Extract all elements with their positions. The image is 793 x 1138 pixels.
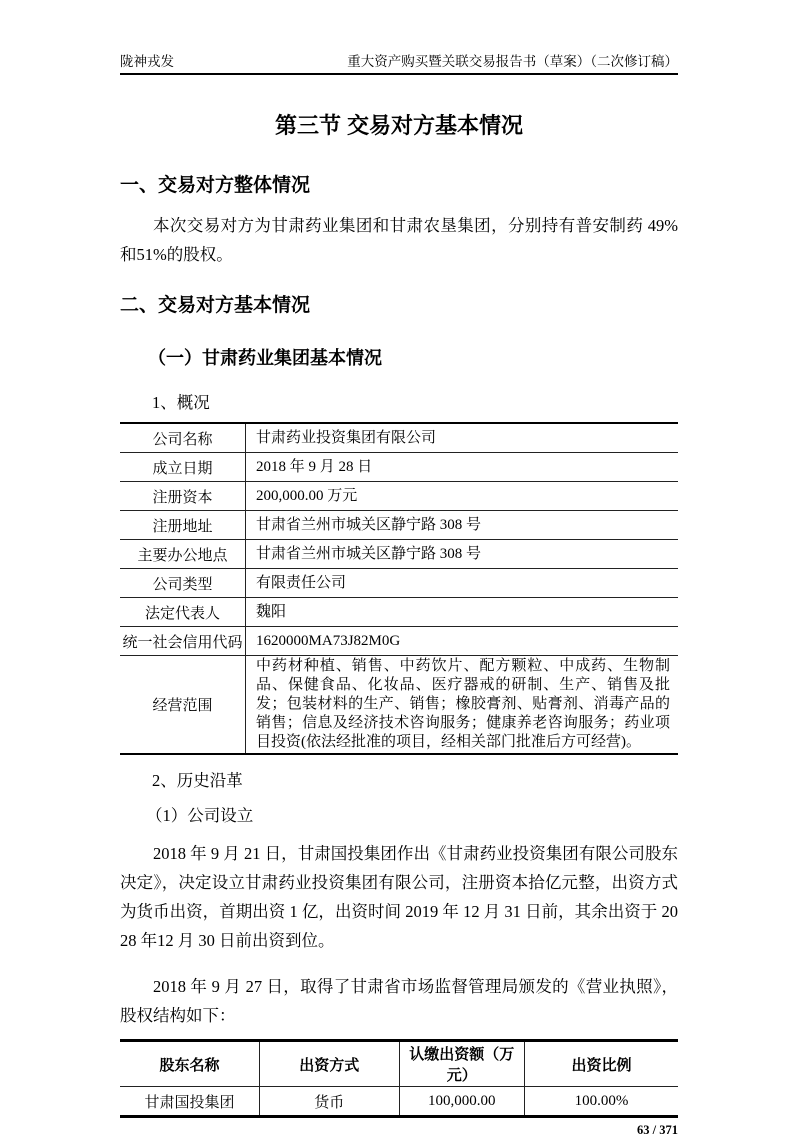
field-value: 200,000.00 万元 [246,482,678,511]
company-info-row [120,482,678,511]
shareholder-col-header: 出资比例 [571,1057,632,1074]
company-info-table-body [120,423,678,754]
contribution-method: 货币 [260,1087,400,1117]
field-label: 成立日期 [120,453,246,482]
field-value: 1620000MA73J82M0G [246,627,678,656]
company-info-table [120,422,678,755]
company-info-row [120,540,678,569]
shareholder-col-header: 认缴出资额（万元） [399,1041,525,1087]
history-heading: 2、历史沿革 [152,771,243,790]
field-value: 2018 年 9 月 28 日 [246,453,678,482]
company-info-row [120,598,678,627]
company-info-row [120,627,678,656]
shareholder-table-head [120,1041,678,1087]
shareholder-header-row [120,1041,678,1087]
shareholder-table-body [120,1087,678,1117]
establish-paragraph: 2018 年 9 月 21 日，甘肃国投集团作出《甘肃药业投资集团有限公司股东决定》，决定设立甘肃药业投资集团有限公司，注册资本拾亿元整，出资方式为货币出资，首期出资 1 亿，出资时间 2019 年 12 月 31 日前，其余出资于 2028 年12 月 30 日前出资到位。 [120,844,678,950]
shareholder-table [120,1039,678,1118]
field-value: 中药材种植、销售、中药饮片、配方颗粒、中成药、生物制品、保健食品、化妆品、医疗器戒的研制、生产、销售及批发；包装材料的生产、销售；橡胶膏剂、贴膏剂、消毒产品的销售；信息及经济技术咨询服务；健康养老咨询服务；药业项目投资(依法经批准的项目，经相关部门批准后方可经营)。 [246,656,678,755]
field-value: 魏阳 [246,598,678,627]
section-heading-2: 二、交易对方基本情况 [120,295,311,316]
field-value: 甘肃省兰州市城关区静宁路 308 号 [246,511,678,540]
company-info-row [120,453,678,482]
shareholder-col-header: 股东名称 [120,1041,260,1087]
subsection-heading: （一）甘肃药业集团基本情况 [148,348,382,368]
company-info-row [120,511,678,540]
field-label: 经营范围 [120,656,246,755]
chapter-title: 第三节 交易对方基本情况 [274,113,524,138]
running-header [120,50,678,75]
field-label: 公司名称 [120,423,246,453]
page-number: 63 / 371 [637,1123,678,1137]
shareholder-row [120,1087,678,1117]
field-value: 甘肃省兰州市城关区静宁路 308 号 [246,540,678,569]
company-info-row [120,423,678,453]
field-value: 有限责任公司 [246,569,678,598]
company-info-row [120,656,678,755]
shareholder-name: 甘肃国投集团 [120,1087,260,1117]
field-value: 甘肃药业投资集团有限公司 [256,429,437,446]
license-paragraph: 2018 年 9 月 27 日，取得了甘肃省市场监督管理局颁发的《营业执照》，股权结构如下： [120,977,678,1025]
overview-heading: 1、概况 [152,393,210,412]
section-heading-1: 一、交易对方整体情况 [120,175,311,196]
section-1-paragraph: 本次交易对方为甘肃药业集团和甘肃农垦集团，分别持有普安制药 49%和51%的股权。 [120,216,678,264]
contribution-ratio: 100.00% [525,1087,678,1117]
field-label: 法定代表人 [120,598,246,627]
establish-heading: （1）公司设立 [146,806,254,825]
header-right-text: 重大资产购买暨关联交易报告书（草案）（二次修订稿） [347,54,678,69]
field-label: 统一社会信用代码 [120,627,246,656]
field-label: 公司类型 [120,569,246,598]
field-label: 主要办公地点 [120,540,246,569]
company-info-row [120,569,678,598]
field-label: 注册资本 [120,482,246,511]
header-left-text: 陇神戎发 [120,54,174,69]
field-label: 注册地址 [120,511,246,540]
subscribed-amount: 100,000.00 [399,1087,525,1117]
shareholder-col-header: 出资方式 [260,1041,400,1087]
